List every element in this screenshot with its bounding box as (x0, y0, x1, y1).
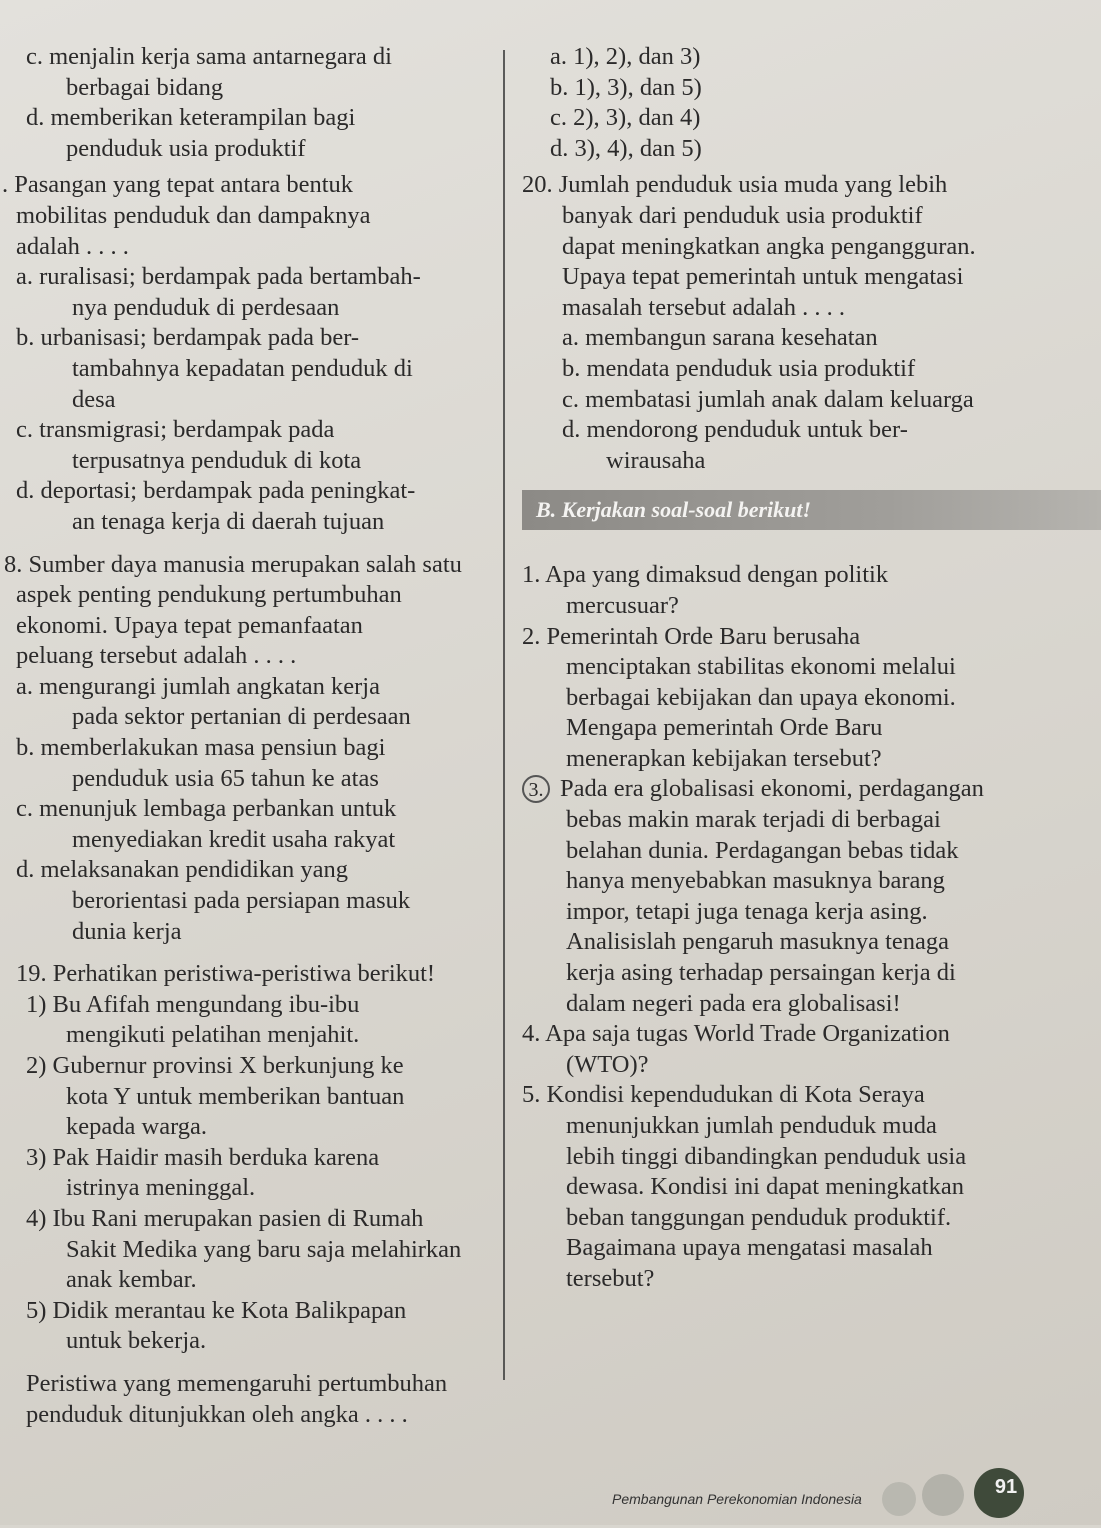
q19-item-2: 2) Gubernur provinsi X berkunjung ke (26, 1052, 404, 1079)
option-c-prev: c. menjalin kerja sama antarnegara di berbagai bidang (26, 43, 392, 101)
section-b-banner: B. Kerjakan soal-soal berikut! (522, 490, 1101, 530)
footer-chapter-title: Pembangunan Perekonomian Indonesia (612, 1491, 862, 1507)
essay-3-number-badge: 3. (522, 775, 550, 803)
page-number: 91 (994, 1476, 1018, 1498)
essay-3: 3. Pada era globalisasi ekonomi, perdagangan bebas makin marak terjadi di berbagai belahan dunia. Perdagangan bebas tidak hanya menyebabkan masuknya barang impor, tetapi juga tenaga kerja asing. Analisislah pengaruh masuknya tenaga kerja asing terhadap persaingan kerja di dalam negeri pada era globalisasi! (522, 774, 1082, 1019)
essay-5: 5. Kondisi kependudukan di Kota Seraya menunjukkan jumlah penduduk muda lebih tinggi dibandingkan penduduk usia dewasa. Kondisi ini dapat meningkatkan beban tanggungan penduduk produktif. Bagaimana upaya mengatasi masalah tersebut? (522, 1081, 967, 1292)
q19-item-5: 5) Didik merantau ke Kota Balikpapan (26, 1296, 407, 1324)
q17-option-a: a. ruralisasi; berdampak pada bertambah- (16, 263, 421, 291)
q18-option-b: b. memberlakukan masa pensiun bagi (16, 734, 386, 762)
left-column (2, 42, 494, 1430)
q20-option-b: b. mendata penduduk usia produktif (562, 354, 916, 382)
q19-item-4: 4) Ibu Rani merupakan pasien di Rumah (26, 1204, 424, 1232)
q18-option-a: a. mengurangi jumlah angkatan kerja (16, 672, 380, 700)
question-18: 8. Sumber daya manusia merupakan salah satu aspek penting pendukung pertumbuhan ekonomi. Upaya tepat pemanfaatan peluang tersebut adalah . . . . a. mengurangi jumlah angkatan kerja pada sektor pertanian di perdesaan b. memberlakukan masa pensiun bagi penduduk usia 65 tahun ke atas c. menunjuk lembaga perbankan untuk menyediakan kredit usaha rakyat d. melaksanakan pendidikan yang berorientasi pada persiapan masuk dunia kerja (16, 550, 494, 948)
q20-option-a: a. membangun sarana kesehatan (562, 324, 878, 352)
q19-options: a. 1), 2), dan 3) b. 1), 3), dan 5) c. 2), 3), dan 4) d. 3), 4), dan 5) (550, 43, 702, 162)
question-17: . Pasangan yang tepat antara bentuk mobilitas penduduk dan dampaknya adalah . . . . a. ruralisasi; berdampak pada bertambah- nya penduduk di perdesaan b. urbanisasi; berdampak pada ber- tambahnya kepadatan penduduk di desa c. transmigrasi; berdampak pada terpusatnya penduduk di kota d. deportasi; berdampak pada peningkat- an tenaga kerja di daerah tujuan (16, 170, 494, 537)
q18-option-c: c. menunjuk lembaga perbankan untuk (16, 795, 397, 823)
q17-option-b: b. urbanisasi; berdampak pada ber- (16, 324, 360, 352)
q17-option-d: d. deportasi; berdampak pada peningkat- (16, 477, 416, 505)
q20-option-d: d. mendorong penduduk untuk ber- (562, 416, 908, 444)
right-column (522, 42, 1082, 1295)
essay-4: 4. Apa saja tugas World Trade Organization (WTO)? (522, 1020, 950, 1078)
q19-item-3: 3) Pak Haidir masih berduka karena (26, 1143, 380, 1171)
q19-closing: Peristiwa yang memengaruhi pertumbuhan (26, 1369, 448, 1397)
option-d-prev: d. memberikan keterampilan bagi penduduk usia produktif (26, 104, 356, 162)
q17-option-c: c. transmigrasi; berdampak pada (16, 416, 335, 444)
question-19: 19. Perhatikan peristiwa-peristiwa berikut! 1) Bu Afifah mengundang ibu-ibu mengikuti pelatihan menjahit. 2) Gubernur provinsi X berkunjung ke kota Y untuk memberikan bantuan kepada warga. 3) Pak Haidir masih berduka karena istrinya meninggal. 4) Ibu Rani merupakan pasien di Rumah Sakit Medika yang baru saja melahirkan anak kembar. 5) Didik merantau ke Kota Balikpapan untuk bekerja. Peristiwa yang memengaruhi pertumbuhan penduduk ditunjukkan oleh angka . . . . (16, 959, 494, 1430)
circle-decoration-icon (882, 1482, 916, 1516)
essay-2: 2. Pemerintah Orde Baru berusaha menciptakan stabilitas ekonomi melalui berbagai kebijakan dan upaya ekonomi. Mengapa pemerintah Orde Baru menerapkan kebijakan tersebut? (522, 622, 956, 772)
circle-decoration-icon (922, 1474, 964, 1516)
essay-1: 1. Apa yang dimaksud dengan politik mercusuar? (522, 561, 889, 619)
column-divider (503, 50, 505, 1380)
q20-option-c: c. membatasi jumlah anak dalam keluarga (562, 385, 974, 413)
q19-item-1: 1) Bu Afifah mengundang ibu-ibu (26, 990, 360, 1018)
question-20: 20. Jumlah penduduk usia muda yang lebih banyak dari penduduk usia produktif dapat meningkatkan angka pengangguran. Upaya tepat pemerintah untuk mengatasi masalah tersebut adalah . . . . a. membangun sarana kesehatan b. mendata penduduk usia produktif c. membatasi jumlah anak dalam keluarga d. mendorong penduduk untuk ber- wirausaha (522, 170, 1082, 476)
q18-option-d: d. melaksanakan pendidikan yang (16, 856, 349, 884)
